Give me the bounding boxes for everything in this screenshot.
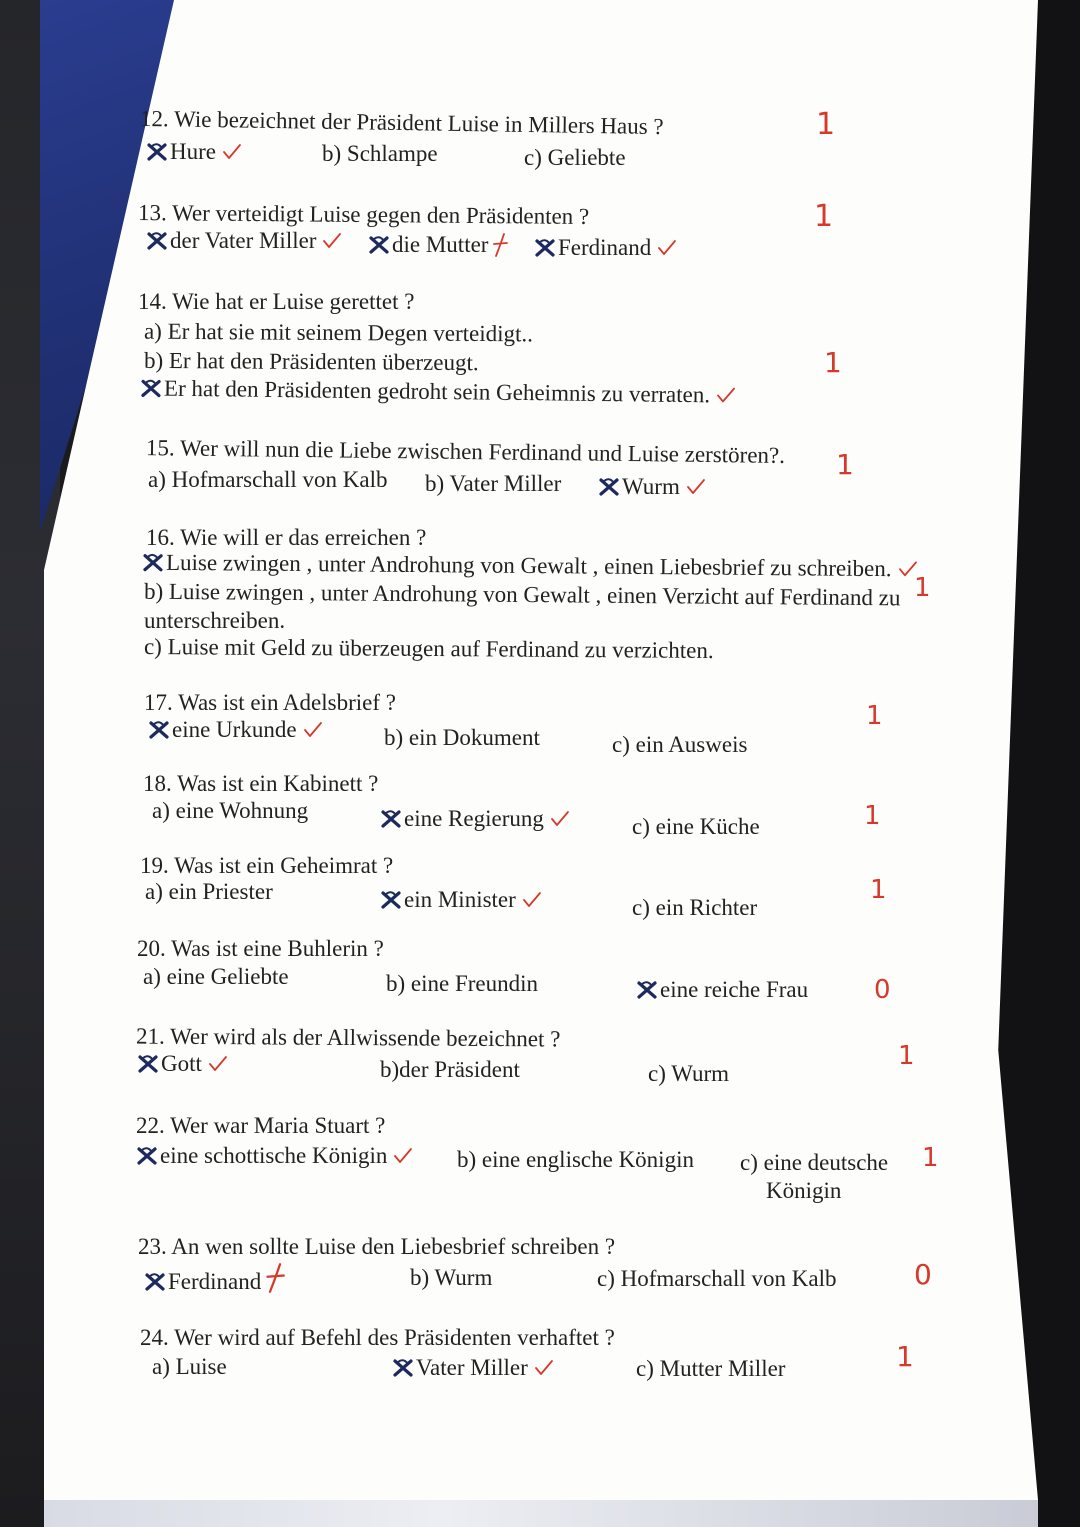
check-mark-icon [322,232,342,250]
question-16-option-b: b) Luise zwingen , unter Androhung von Gewalt , einen Verzicht auf Ferdinand zu [143,578,901,611]
question-16-title: 16. Wie will er das erreichen ? [146,525,427,550]
cross-mark-icon [136,1146,158,1166]
cross-mark-icon [534,238,556,258]
cross-mark-icon [146,231,168,251]
check-mark-icon [393,1147,413,1165]
score-q13 [810,200,838,232]
question-16-option-a: Luise zwingen , unter Androhung von Gewalt , einen Liebesbrief zu schreiben. [142,548,918,584]
score-q24 [892,1340,920,1372]
question-22-title: 22. Wer war Maria Stuart ? [136,1113,386,1138]
cross-mark-icon [380,809,402,829]
question-13-option-b: die Mutter [368,230,508,259]
question-13-option-a: der Vater Miller [146,226,342,255]
question-21-option-c: c) Wurm [648,1061,730,1086]
question-22-option-c-cont: Königin [766,1178,842,1203]
cross-mark-icon [137,1054,159,1074]
question-21-option-a: Gott [137,1049,228,1078]
score-q22 [918,1140,946,1172]
question-20-option-c: eine reiche Frau [636,975,808,1004]
question-20-option-a: a) eine Geliebte [143,964,289,989]
question-21-title: 21. Wer wird als der Allwissende bezeichnet ? [135,1023,561,1052]
question-22-option-b: b) eine englische Königin [457,1147,694,1172]
question-12-option-b: b) Schlampe [322,141,438,166]
score-q15 [832,448,860,480]
question-23-option-a: Ferdinand [144,1261,285,1296]
svg-text:0: 0 [914,1258,932,1290]
svg-text:1: 1 [866,701,883,730]
score-q19 [866,872,894,904]
question-23-title: 23. An wen sollte Luise den Liebesbrief schreiben ? [138,1234,616,1259]
background-bottom [44,1500,1038,1527]
question-21-option-b: b)der Präsident [380,1057,520,1082]
question-23-option-c: c) Hofmarschall von Kalb [597,1266,837,1291]
check-mark-icon [222,143,242,161]
check-mark-icon [716,386,736,404]
score-q18 [860,798,888,830]
question-22-option-a: eine schottische Königin [136,1141,413,1170]
score-q16 [910,570,938,602]
question-19-option-c: c) ein Richter [632,895,758,920]
cross-mark-icon [146,142,168,162]
score-q23 [910,1258,938,1290]
question-14-option-b: b) Er hat den Präsidenten überzeugt. [143,347,479,376]
svg-text:1: 1 [814,200,834,232]
question-24-option-a: a) Luise [152,1354,227,1379]
cross-mark-icon [368,235,390,255]
question-13-title: 13. Wer verteidigt Luise gegen den Präsidenten ? [137,200,590,229]
error-mark-icon [265,1261,285,1295]
svg-text:1: 1 [898,1041,915,1070]
score-q12 [812,108,840,140]
question-12-option-a: Hure [146,137,242,166]
question-19-option-a: a) ein Priester [145,879,273,904]
svg-text:1: 1 [816,108,836,140]
cross-mark-icon [636,980,658,1000]
cross-mark-icon [392,1358,414,1378]
question-20-title: 20. Was ist eine Buhlerin ? [137,936,384,961]
question-14-option-c: Er hat den Präsidenten gedroht sein Geheimnis zu verraten. [140,373,736,409]
check-mark-icon [208,1055,228,1073]
question-16-option-c: c) Luise mit Geld zu überzeugen auf Ferdinand zu verzichten. [143,634,714,663]
question-19-option-b: ein Minister [380,885,542,914]
svg-text:1: 1 [896,1340,914,1372]
check-mark-icon [522,891,542,909]
question-24-option-c: c) Mutter Miller [636,1356,786,1381]
svg-text:0: 0 [874,975,891,1004]
question-17-title: 17. Was ist ein Adelsbrief ? [144,690,396,715]
question-14-option-a: a) Er hat sie mit seinem Degen verteidigt.. [143,318,534,347]
cross-mark-icon [148,720,170,740]
question-12-option-c: c) Geliebte [524,145,626,170]
question-18-option-c: c) eine Küche [632,814,760,839]
question-14-title: 14. Wie hat er Luise gerettet ? [138,289,415,314]
question-15-option-a: a) Hofmarschall von Kalb [148,467,388,492]
svg-text:1: 1 [864,801,881,830]
svg-text:1: 1 [870,875,887,904]
question-18-title: 18. Was ist ein Kabinett ? [143,771,379,796]
svg-text:1: 1 [824,346,842,378]
cross-mark-icon [144,1272,166,1292]
svg-text:1: 1 [836,448,854,480]
question-18-option-b: eine Regierung [380,804,570,833]
score-q14 [820,346,848,378]
question-19-title: 19. Was ist ein Geheimrat ? [140,853,394,878]
check-mark-icon [657,239,677,257]
cross-mark-icon [142,553,164,573]
question-18-option-a: a) eine Wohnung [152,798,309,823]
question-15-option-c: Wurm [598,472,706,501]
check-mark-icon [534,1359,554,1377]
question-24-title: 24. Wer wird auf Befehl des Präsidenten verhaftet ? [140,1325,615,1350]
question-22-option-c: c) eine deutsche [740,1150,889,1175]
question-17-option-b: b) ein Dokument [384,725,540,750]
svg-text:1: 1 [922,1143,939,1172]
cross-mark-icon [598,477,620,497]
question-23-option-b: b) Wurm [410,1265,493,1290]
check-mark-icon [686,478,706,496]
score-q21 [894,1038,922,1070]
cross-mark-icon [140,378,162,398]
question-17-option-c: c) ein Ausweis [612,732,748,757]
check-mark-icon [303,721,323,739]
score-q20 [870,972,898,1004]
svg-text:1: 1 [914,573,931,602]
question-16-option-b-cont: unterschreiben. [144,608,286,633]
question-17-option-a: eine Urkunde [148,715,323,744]
cross-mark-icon [380,890,402,910]
score-q17 [862,698,890,730]
question-24-option-b: Vater Miller [392,1353,554,1382]
question-20-option-b: b) eine Freundin [386,971,539,996]
check-mark-icon [550,810,570,828]
question-12-title: 12. Wie bezeichnet der Präsident Luise in Millers Haus ? [139,105,664,140]
question-15-title: 15. Wer will nun die Liebe zwischen Ferdinand und Luise zerstören?. [145,435,786,468]
question-13-option-c: Ferdinand [534,233,677,262]
error-mark-icon [492,232,508,258]
question-15-option-b: b) Vater Miller [425,471,562,496]
